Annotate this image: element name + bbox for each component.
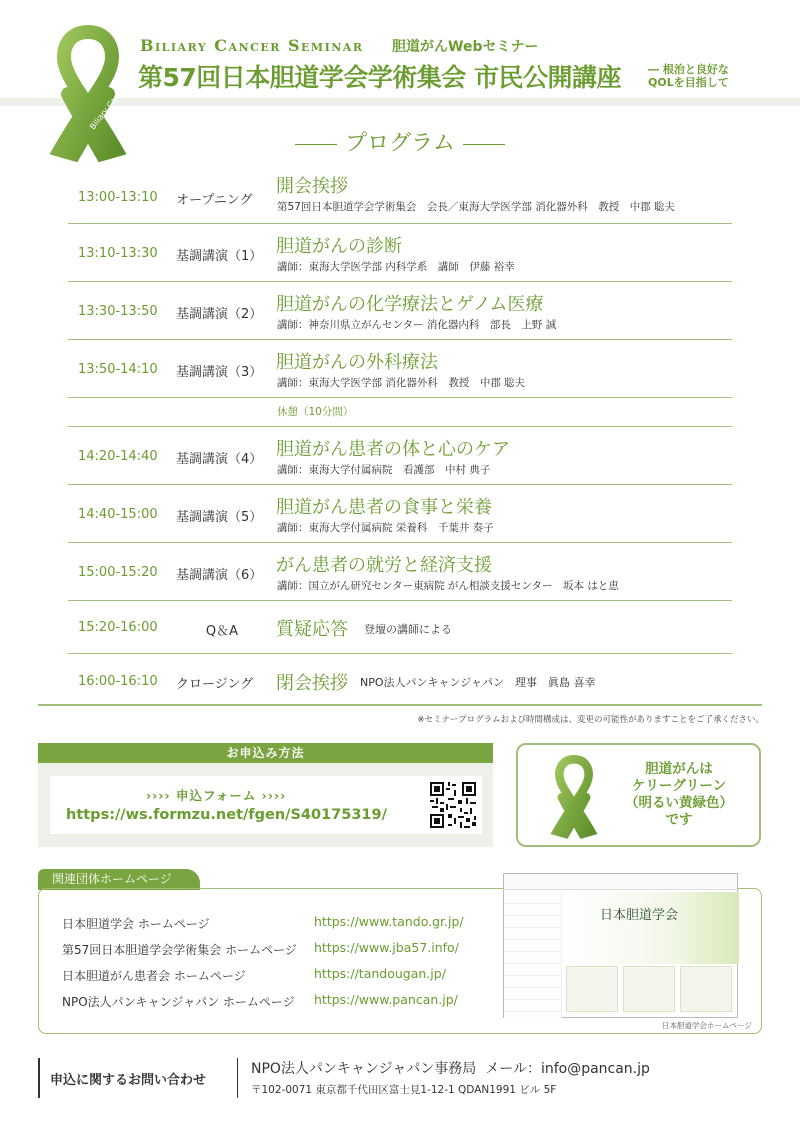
related-site-link[interactable]: https://www.jba57.info/ bbox=[314, 940, 459, 955]
contact-organization: NPO法人パンキャンジャパン事務局 メール：info@pancan.jp bbox=[251, 1061, 650, 1077]
program-row bbox=[68, 166, 732, 224]
row-speaker: 講師：東海大学付属病院 看護部 中村 典子 bbox=[277, 464, 491, 476]
website-hero bbox=[562, 892, 739, 964]
related-site-name: 日本胆道がん患者会 ホームページ bbox=[62, 969, 246, 983]
ribbon-color-text: 胆道がんは ケリーグリーン （明るい黄緑色） です bbox=[625, 761, 733, 828]
row-title: 閉会挨拶 bbox=[276, 673, 348, 694]
row-time: 14:40-15:00 bbox=[78, 507, 158, 522]
contact-email[interactable]: メール：info@pancan.jp bbox=[485, 1061, 650, 1077]
row-time: 15:00-15:20 bbox=[78, 565, 158, 580]
row-label: オープニング bbox=[176, 193, 253, 208]
seminar-english-title: Biliary Cancer Seminar bbox=[140, 36, 364, 55]
svg-text:Biliary Cancer: Biliary Cancer bbox=[88, 81, 130, 132]
divider bbox=[38, 704, 762, 706]
related-site-name: 日本胆道学会 ホームページ bbox=[62, 917, 210, 931]
subtitle: ― 根治と良好な QOLを目指して bbox=[648, 63, 729, 89]
row-speaker: 第57回日本胆道学会学術集会 会長／東海大学医学部 消化器外科 教授 中郡 聡夫 bbox=[277, 201, 676, 213]
break-text: 休憩（10分間） bbox=[277, 406, 354, 418]
related-site-link[interactable]: https://www.pancan.jp/ bbox=[314, 992, 458, 1007]
row-title: 胆道がん患者の食事と栄養 bbox=[276, 497, 492, 518]
closing-row bbox=[68, 654, 732, 706]
row-speaker: 講師：東海大学医学部 内科学系 講師 伊藤 裕幸 bbox=[277, 261, 515, 273]
row-label: 基調講演（3） bbox=[176, 365, 263, 380]
contact-address: 〒102-0071 東京都千代田区富士見1-12-1 QDAN1991 ビル 5F bbox=[251, 1084, 557, 1096]
ribbon-color-box bbox=[516, 743, 761, 847]
row-title: 胆道がん患者の体と心のケア bbox=[276, 439, 510, 460]
disclaimer-note: ※セミナープログラムおよび時間構成は、変更の可能性がありますことをご了承ください。 bbox=[417, 715, 764, 725]
application-form-panel bbox=[50, 776, 482, 834]
row-label: Q＆A bbox=[205, 624, 239, 639]
row-label: 基調講演（6） bbox=[176, 568, 263, 583]
website-screenshot-caption: 日本胆道学会ホームページ bbox=[662, 1021, 752, 1030]
program-row bbox=[68, 224, 732, 282]
row-title: がん患者の就労と経済支援 bbox=[276, 555, 492, 576]
program-table bbox=[68, 166, 732, 706]
row-time: 15:20-16:00 bbox=[78, 620, 158, 635]
row-speaker: 登壇の講師による bbox=[364, 623, 452, 636]
program-row bbox=[68, 427, 732, 485]
website-title: 日本胆道学会 bbox=[600, 908, 679, 923]
row-label: 基調講演（2） bbox=[176, 307, 263, 322]
row-title: 胆道がんの外科療法 bbox=[276, 352, 438, 373]
main-title: 第57回日本胆道学会学術集会 市民公開講座 bbox=[138, 63, 621, 92]
row-label: 基調講演（1） bbox=[176, 249, 263, 264]
row-speaker: 講師：国立がん研究センター東病院 がん相談支援センター 坂本 はと恵 bbox=[277, 580, 619, 592]
footer-accent-bar bbox=[38, 1058, 40, 1098]
row-label: クロージング bbox=[176, 677, 254, 692]
form-label: ›››› 申込フォーム ›››› bbox=[146, 788, 287, 803]
break-row bbox=[68, 398, 732, 427]
website-topbar bbox=[504, 874, 737, 890]
row-speaker: 講師：東海大学付属病院 栄養科 千葉井 奏子 bbox=[277, 522, 494, 534]
row-title: 胆道がんの化学療法とゲノム医療 bbox=[276, 294, 544, 315]
row-speaker: NPO法人パンキャンジャパン 理事 眞島 喜幸 bbox=[360, 676, 596, 689]
program-row bbox=[68, 340, 732, 398]
row-time: 16:00-16:10 bbox=[78, 674, 158, 689]
program-heading: プログラム bbox=[0, 126, 800, 157]
related-site-link[interactable]: https://tandougan.jp/ bbox=[314, 966, 446, 981]
row-speaker: 講師：神奈川県立がんセンター 消化器内科 部長 上野 誠 bbox=[277, 319, 557, 331]
row-title: 胆道がんの診断 bbox=[276, 236, 402, 257]
row-time: 13:00-13:10 bbox=[78, 190, 158, 205]
contact-label: 申込に関するお問い合わせ bbox=[50, 1073, 207, 1088]
related-site-name: NPO法人パンキャンジャパン ホームページ bbox=[62, 995, 295, 1009]
awareness-ribbon-icon bbox=[552, 753, 596, 839]
application-url-link[interactable]: https://ws.formzu.net/fgen/S40175319/ bbox=[66, 807, 387, 823]
seminar-japanese-title: 胆道がんWebセミナー bbox=[392, 39, 539, 55]
footer-divider bbox=[237, 1058, 238, 1098]
row-time: 13:50-14:10 bbox=[78, 362, 158, 377]
related-site-name: 第57回日本胆道学会学術集会 ホームページ bbox=[62, 943, 297, 957]
row-speaker: 講師：東海大学医学部 消化器外科 教授 中郡 聡夫 bbox=[277, 377, 526, 389]
application-heading: お申込み方法 bbox=[38, 743, 493, 763]
row-time: 13:30-13:50 bbox=[78, 304, 158, 319]
row-label: 基調講演（5） bbox=[176, 510, 263, 525]
program-row bbox=[68, 485, 732, 543]
program-row bbox=[68, 282, 732, 340]
qr-code-icon[interactable] bbox=[428, 780, 478, 830]
row-title: 開会挨拶 bbox=[276, 176, 348, 197]
row-title: 質疑応答 bbox=[276, 619, 348, 640]
website-sidebar bbox=[504, 892, 562, 1019]
related-sites-tab: 関連団体ホームページ bbox=[38, 869, 200, 890]
related-site-link[interactable]: https://www.tando.gr.jp/ bbox=[314, 914, 464, 929]
row-time: 13:10-13:30 bbox=[78, 246, 158, 261]
row-label: 基調講演（4） bbox=[176, 452, 263, 467]
qa-row bbox=[68, 601, 732, 654]
application-box bbox=[38, 743, 493, 847]
program-row bbox=[68, 543, 732, 601]
website-cards bbox=[566, 966, 736, 1016]
row-time: 14:20-14:40 bbox=[78, 449, 158, 464]
website-screenshot bbox=[503, 873, 738, 1018]
